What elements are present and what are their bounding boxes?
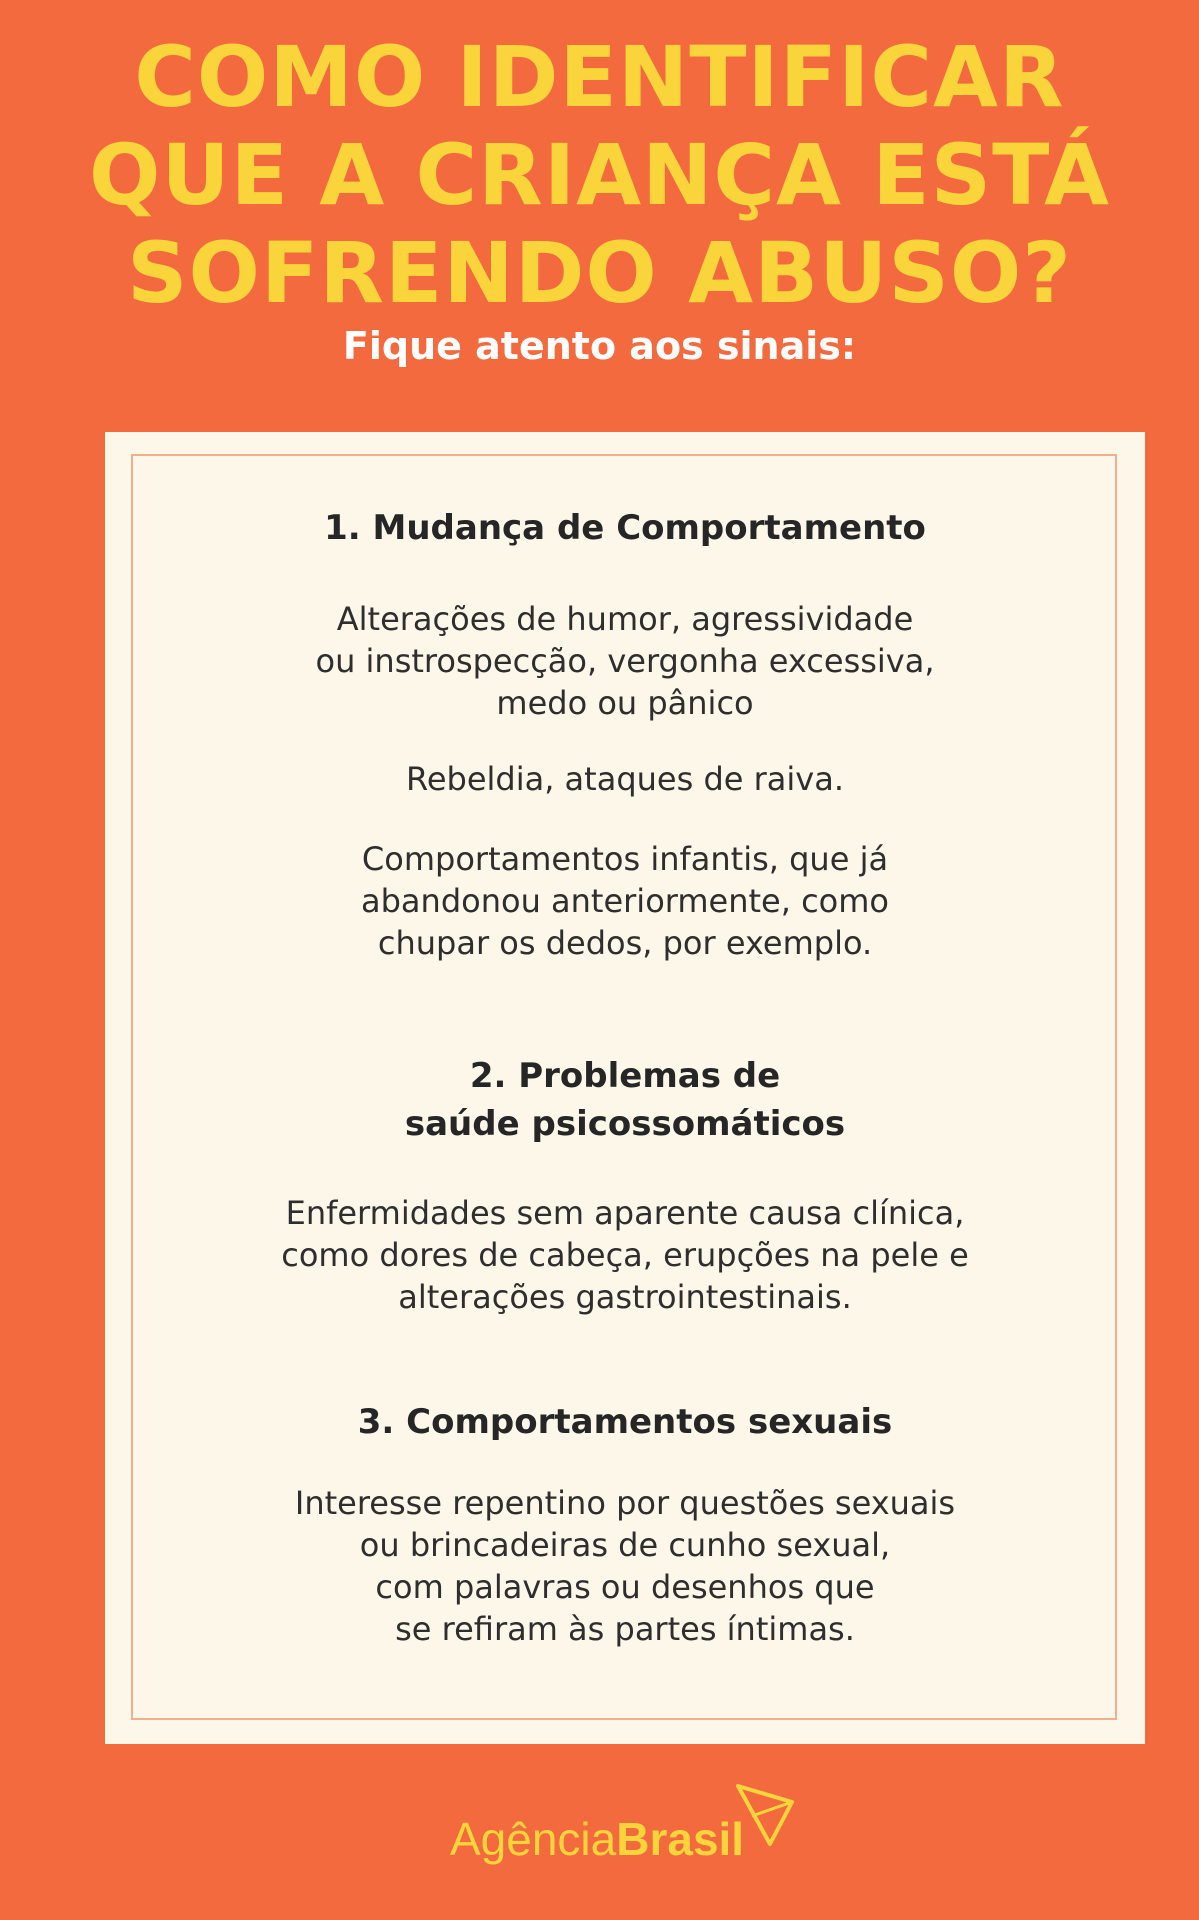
logo-text-part1: Agência bbox=[450, 1813, 617, 1865]
subtitle: Fique atento aos sinais: bbox=[342, 324, 857, 368]
section-psychosomatic bbox=[105, 1052, 1145, 1148]
paragraph bbox=[105, 1482, 1145, 1650]
title-line: COMO IDENTIFICAR bbox=[134, 28, 1065, 126]
paragraph-line: ou brincadeiras de cunho sexual, bbox=[359, 1526, 891, 1564]
paragraph bbox=[105, 838, 1145, 964]
paragraph-line: Comportamentos infantis, que já bbox=[361, 840, 889, 878]
paragraph-line: ou instrospecção, vergonha excessiva, bbox=[315, 642, 935, 680]
section-sexual-behavior bbox=[105, 1398, 1145, 1446]
kite-icon bbox=[730, 1782, 800, 1852]
section-heading bbox=[105, 1398, 1145, 1446]
paragraph-line: Enfermidades sem aparente causa clínica, bbox=[285, 1194, 965, 1232]
section-behavior-change bbox=[105, 504, 1145, 552]
logo-text-part2: Brasil bbox=[616, 1813, 745, 1865]
heading-line: 2. Problemas de bbox=[469, 1056, 781, 1096]
paragraph-line: com palavras ou desenhos que bbox=[375, 1568, 875, 1606]
main-title bbox=[0, 28, 1199, 322]
section-heading bbox=[105, 504, 1145, 552]
paragraph-line: alterações gastrointestinais. bbox=[398, 1278, 852, 1316]
paragraph-line: medo ou pânico bbox=[496, 684, 754, 722]
paragraph bbox=[105, 1192, 1145, 1318]
title-line: QUE A CRIANÇA ESTÁ bbox=[89, 126, 1110, 224]
paragraph-line: como dores de cabeça, erupções na pele e bbox=[281, 1236, 969, 1274]
heading-line: saúde psicossomáticos bbox=[404, 1104, 846, 1144]
paragraph-line: chupar os dedos, por exemplo. bbox=[377, 924, 873, 962]
logo-text bbox=[450, 1812, 744, 1866]
paragraph-line: abandonou anteriormente, como bbox=[361, 882, 889, 920]
section-heading bbox=[105, 1052, 1145, 1148]
paragraph bbox=[105, 598, 1145, 724]
paragraph-line: Interesse repentino por questões sexuais bbox=[294, 1484, 956, 1522]
title-line: SOFRENDO ABUSO? bbox=[127, 224, 1072, 322]
heading-line: 3. Comportamentos sexuais bbox=[357, 1402, 893, 1442]
agencia-brasil-logo bbox=[450, 1782, 810, 1882]
content-card bbox=[105, 432, 1145, 1744]
paragraph bbox=[105, 758, 1145, 800]
heading-line: 1. Mudança de Comportamento bbox=[324, 508, 926, 548]
paragraph-line: se refiram às partes íntimas. bbox=[395, 1610, 855, 1648]
paragraph-line: Rebeldia, ataques de raiva. bbox=[406, 760, 844, 798]
paragraph-line: Alterações de humor, agressividade bbox=[336, 600, 914, 638]
